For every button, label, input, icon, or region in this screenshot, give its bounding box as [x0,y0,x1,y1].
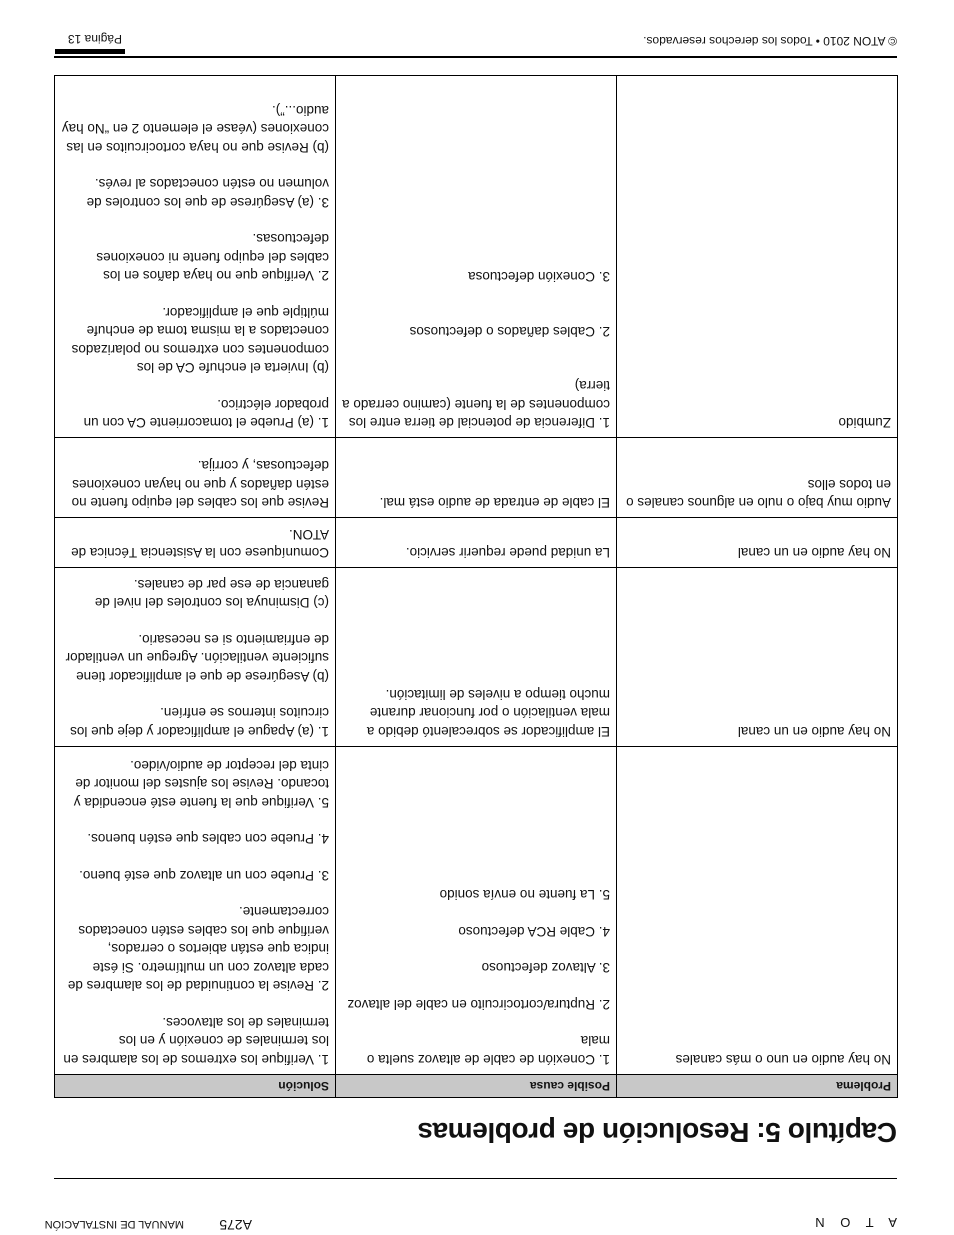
cause-text: 4. Cable RCA defectuoso [458,924,610,939]
cause-text: El amplificador se sobrecalentó debido a mala ventilación o por funcionar durante mucho tiempo a niveles de limitación. [366,687,610,739]
cause-cell [336,76,617,438]
copyright-notice: © ATON 2010 • Todos los derechos reservados. [643,34,897,48]
cause-cell [336,747,617,1075]
problem-text: Zumbido [838,415,891,431]
solution-text: 3. (a) Asegúrese de que los controles de volumen no estén conectados al revés. [86,176,329,210]
cause-text: 3. Altavoz defectuoso [481,960,610,976]
column-header-cause: Posible causa [336,1075,617,1098]
header-rule [54,1178,897,1179]
manual-subtitle: MANUAL DE INSTALACIÓN [44,1218,184,1230]
problem-cell [617,76,898,438]
page-header [0,1177,954,1235]
cause-text: 1. Conexión de cable de altavoz suelta o mala [366,1033,610,1067]
solution-text: (b) Revise que no haya cortocircuitos en las conexiones (véase el elemento 2 en “No hay audio...”). [61,103,329,155]
table-row [55,747,898,1075]
problem-cell [617,568,898,747]
cause-text: La unidad puede requerir servicio. [405,545,610,561]
problem-cell [617,747,898,1075]
cause-text: 3. Conexión defectuosa [468,269,610,285]
problem-text: Audio muy bajo o nulo en algunos canales o en todos ellos [626,477,891,511]
cause-text: El cable de entrada de audio está mal. [379,495,610,511]
page-footer [0,0,954,58]
column-header-solution: Solución [55,1075,336,1098]
cause-cell [336,518,617,568]
solution-text: 2. Revise la continuidad de los alambres de cada altavoz con un multímetro. Si éste indica que están abiertos o cerrados, verifique que los cables estén conectados correctamente. [67,904,329,994]
footer-rule [54,56,897,58]
solution-cell [55,518,336,568]
table-row [55,568,898,747]
problem-cell [617,438,898,518]
table-header-row [55,1075,898,1098]
problem-text: No hay audio en un canal [737,724,891,739]
solution-cell [55,438,336,518]
solution-cell [55,747,336,1075]
solution-text: (c) Disminuya los controles del nivel de ganancia de ese par de canales. [94,577,329,611]
solution-text: 3. Pruebe con un altavoz que esté bueno. [79,868,329,883]
table-row [55,76,898,438]
page-number: Página 13 [67,32,122,46]
problem-text: No hay audio en uno o más canales [675,1052,891,1067]
model-number: A275 [219,1217,252,1233]
cause-text: 2. Cables dañados o defectuosos [409,324,610,339]
cause-text: 2. Ruptura/cortocircuito en cable del altavoz [347,997,610,1012]
solution-text: (b) Invierta el enchufe CA de los componentes con extremos no polarizados conectados a la misma toma de enchufe múltiple que el amplificador. [71,305,329,376]
column-header-problem: Problema [617,1075,898,1098]
solution-cell [55,568,336,747]
problem-text: No hay audio en un canal [737,545,891,561]
cause-cell [336,568,617,747]
problem-cell [617,518,898,568]
solution-text: 1. (a) Apague el amplificador y deje que los circuitos internos se enfríen. [70,705,329,739]
solution-text: Revise que los cables del equipo fuente no estén dañados y que no hayan conexiones defectuosas, y corrija. [71,458,329,511]
table-row [55,438,898,518]
solution-text: Comuníquese con la Asistencia Técnica de ATON. [71,527,329,561]
cause-cell [336,438,617,518]
cause-text: 5. La fuente no envía sonido [439,887,610,903]
troubleshooting-table [54,76,898,1099]
solution-text: 1. (a) Pruebe el tomacorriente CA con un probador eléctrico. [83,397,329,431]
solution-text: 5. Verifique que la fuente esté encendida y tocando. Revise los ajustes del monitor de cinta del receptor de audio/video. [73,758,329,810]
brand-name: A T O N [809,1215,897,1230]
solution-text: 1. Verifique los extremos de los alambres en los terminales de conexión y en los terminales de los altavoces. [63,1015,329,1067]
solution-text: (b) Asegúrese de que el amplificador tiene suficiente ventilación. Agregue un ventilador de enfriamiento si es necesario. [65,632,329,684]
table-row [55,518,898,568]
page-number-bar [55,49,125,54]
solution-text: 4. Pruebe con cables que estén buenos. [87,831,329,847]
solution-text: 2. Verifique que no haya daños en los cables del equipo fuente ni conexiones defectuosas. [96,231,329,284]
solution-cell [55,76,336,438]
page-title: Capítulo 5: Resolución de problemas [417,1117,897,1148]
cause-text: 1. Diferencia de potencial de tierra entre los componentes de la fuente (camino cerrado a tierra) [342,378,610,431]
